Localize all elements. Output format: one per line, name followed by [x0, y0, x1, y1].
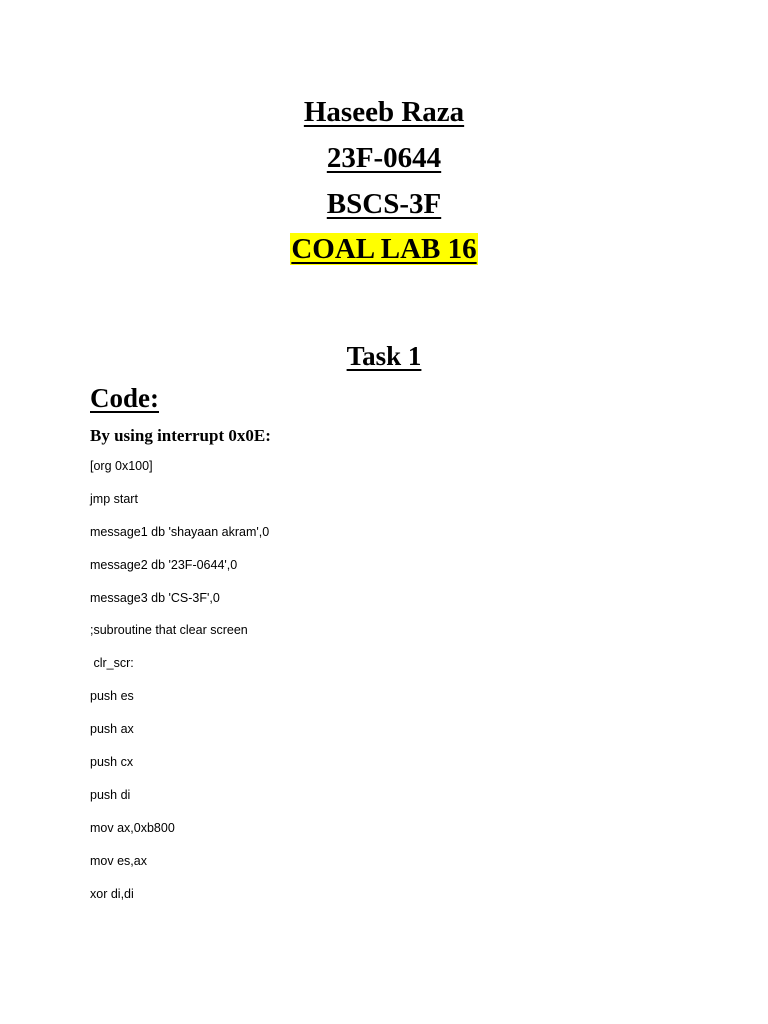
code-line: push di: [90, 787, 131, 802]
code-listing: [90, 455, 269, 915]
lab-title: COAL LAB 16: [291, 233, 477, 265]
task-title: Task 1: [346, 341, 422, 371]
code-heading: Code:: [90, 383, 159, 413]
code-subheading: By using interrupt 0x0E:: [90, 426, 271, 445]
code-line: message3 db 'CS-3F',0: [90, 590, 220, 605]
code-line: ;subroutine that clear screen: [90, 623, 248, 638]
code-line: message2 db '23F-0644',0: [90, 557, 238, 572]
code-line: jmp start: [90, 491, 138, 506]
code-line: xor di,di: [90, 886, 134, 901]
author-name: Haseeb Raza: [303, 96, 465, 128]
code-line: push ax: [90, 722, 134, 737]
code-line: mov ax,0xb800: [90, 820, 175, 835]
code-line: clr_scr:: [90, 656, 134, 671]
code-line: mov es,ax: [90, 853, 147, 868]
code-line: push es: [90, 689, 134, 704]
class-section: BSCS-3F: [326, 188, 442, 220]
code-line: [org 0x100]: [90, 459, 153, 473]
code-line: push cx: [90, 755, 134, 770]
roll-number: 23F-0644: [326, 142, 442, 174]
code-line: message1 db 'shayaan akram',0: [90, 524, 270, 539]
